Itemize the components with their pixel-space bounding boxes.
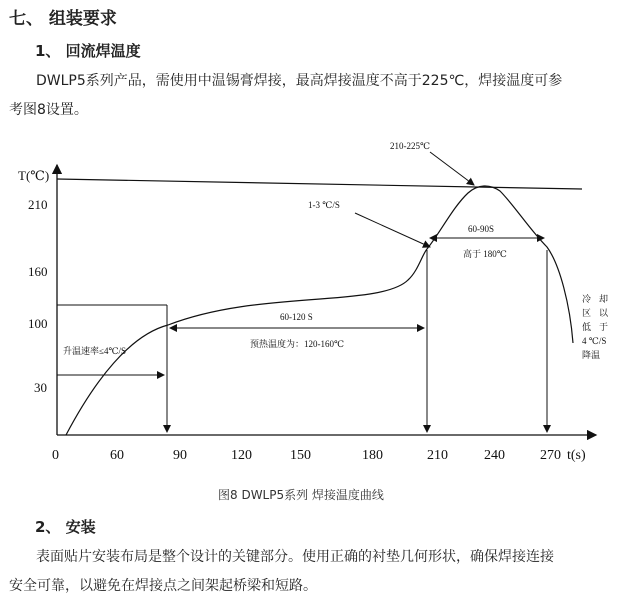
x-tick-label: 150 [290, 448, 311, 463]
reflow-chart [0, 125, 637, 485]
cooling-annotation: 4 ℃/S [582, 336, 607, 346]
x-tick-label: 240 [484, 448, 505, 463]
paragraph-install-line2: 安全可靠，以避免在焊接点之间架起桥梁和短路。 [9, 578, 317, 594]
x-tick-label: 180 [362, 448, 383, 463]
x-tick-label: 270 [540, 448, 561, 463]
y-tick-label: 160 [28, 264, 48, 279]
peak-reference-line [57, 179, 582, 189]
section-title: 七、 组装要求 [9, 9, 117, 29]
x-tick-label: 90 [173, 448, 187, 463]
y-tick-label: 30 [34, 380, 47, 395]
figure-caption: 图8 DWLP5系列 焊接温度曲线 [218, 488, 384, 502]
x-axis-label: t(s) [567, 448, 586, 463]
cooling-annotation: 于 [599, 322, 609, 332]
cooling-annotation: 冷 [582, 294, 592, 304]
y-axis-label: T(℃) [18, 168, 50, 183]
y-tick-label: 210 [28, 197, 48, 212]
paragraph-reflow-line1: DWLP5系列产品，需使用中温锡膏焊接，最高焊接温度不高于225℃，焊接温度可参 [36, 73, 563, 89]
x-tick-label: 60 [110, 448, 124, 463]
cooling-annotation: 区 [582, 308, 592, 318]
preheat-duration-annotation: 60-120 S [280, 312, 313, 322]
subsection-title-install: 2、 安装 [35, 518, 96, 536]
cooling-annotation: 低 [582, 322, 592, 332]
above180-annotation: 高于 180℃ [463, 249, 507, 259]
cooling-annotation: 以 [599, 308, 609, 318]
temperature-curve [66, 186, 573, 435]
cooling-annotation: 却 [599, 294, 609, 304]
ramp-rate-arrow [355, 213, 430, 247]
x-tick-label: 120 [231, 448, 252, 463]
y-tick-label: 100 [28, 316, 48, 331]
ramp-rate-annotation: 1-3 ℃/S [308, 200, 340, 210]
paragraph-install-line1: 表面贴片安装布局是整个设计的关键部分。使用正确的衬垫几何形状，确保焊接连接 [36, 549, 554, 565]
peak-arrow [430, 152, 474, 185]
above180-duration-annotation: 60-90S [468, 224, 495, 234]
x-tick-label: 210 [427, 448, 448, 463]
paragraph-reflow-line2: 考图8设置。 [9, 102, 88, 118]
peak-temp-annotation: 210-225℃ [390, 141, 431, 151]
subsection-title-reflow: 1、 回流焊温度 [35, 42, 141, 60]
preheat-temp-annotation: 预热温度为：120-160℃ [250, 339, 345, 349]
x-tick-label: 0 [52, 448, 59, 463]
rampup-annotation: 升温速率≤4℃/S [63, 346, 127, 356]
cooling-annotation: 降温 [582, 350, 601, 360]
